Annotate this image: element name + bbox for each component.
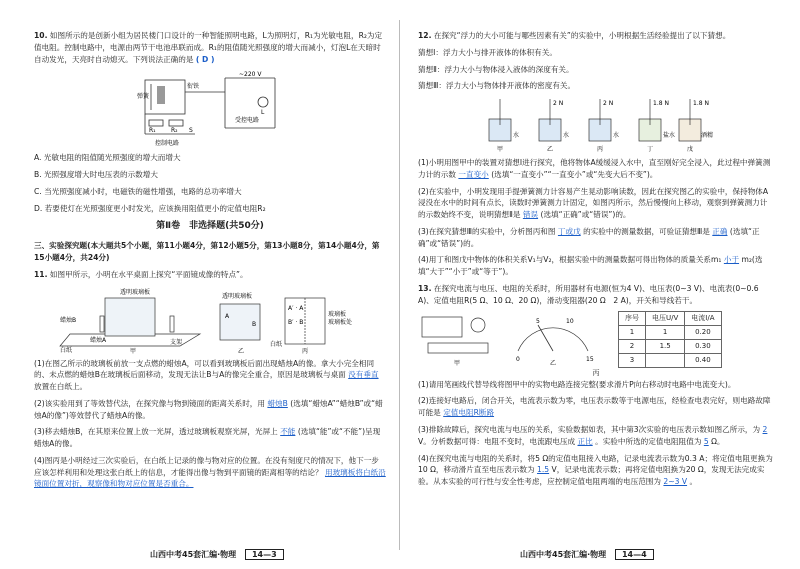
answer-blank: 一直变小 [458,169,489,179]
answer-blank: 2 [762,425,768,434]
table-caption: 丙 [592,368,600,377]
fig-label: S [189,127,193,135]
fig-label: 15 [586,356,594,364]
table-cell: 0.30 [685,340,721,354]
fig-label: 2 N [603,100,614,108]
item-text: (2)连接好电路后，闭合开关，电流表示数为零，电压表示数等于电源电压，经检查电表完好，则电路故障可能是 [418,396,771,418]
footer-title: 山西中考45套汇编·物理 [520,549,607,559]
right-page [400,0,800,569]
item-text: 的实验中的测量数据，可验证猜想Ⅲ是 [583,226,710,236]
q10-option-d: D. 若要使灯在光照强度更小时发光，应该换用阻值更小的定值电阻R₂ [34,203,266,213]
question-10 [34,30,386,65]
table-header: 电流I/A [685,312,721,326]
fig-label: 5 [536,318,540,326]
fig-label: 支架 [170,338,183,346]
fig-label: 蜡烛B [60,316,77,324]
item-text: (选填“一直变小”“一直变小”或“先变大后不变”)。 [491,169,658,179]
q12-item-1 [418,157,774,181]
item-text: (2)在实验中，小明发现用手提弹簧测力计容易产生晃动影响读数，因此在探究图乙的实验中，保持物体A浸没在水中的时间有点长，读数时弹簧测力计固定，如图丙所示，然后慢慢向上移动，观察到弹簧测力计的示数始终不变，说明猜想Ⅱ是 [418,186,769,220]
fig-label: 白纸 [60,346,73,354]
question-number: 11. [34,269,48,279]
page-footer [520,549,654,561]
table-header: 序号 [619,312,646,326]
table-header: 电压U/V [646,312,685,326]
answer-blank: 1.5 [537,465,550,475]
fig-label: 乙 [238,347,245,355]
item-text: V。分析数据可得：电阻不变时，电流跟电压成 [418,436,576,446]
answer-blank: 没有垂直 [348,370,379,380]
fig-label: 甲 [454,360,461,368]
fig-label: L [261,109,265,117]
q11-mirror-figure [60,286,360,354]
fig-label: 透明玻璃板 [222,292,253,300]
item-text: (2)该实验用到了等效替代法，在探究像与物到镜面的距离关系时，用 [34,398,265,408]
item-text: (选填“能”或“不能”)呈现蜡烛A的像。 [34,427,381,449]
q13-figure-row [418,311,774,367]
item-text: (选填“蜡烛A”“蜡烛B”或“蜡烛A的像”)等效替代了蜡烛A的像。 [34,398,383,420]
question-12 [418,30,774,42]
fig-label: 丙 [597,146,604,154]
fig-label: 1.8 N [693,100,709,108]
guess-1: 猜想Ⅰ：浮力大小与排开液体的体积有关。 [418,47,557,57]
answer-blank: 5 [703,436,709,446]
q12-item-3 [418,226,774,250]
item-text: 放置在白纸上。 [34,382,88,392]
fig-label: R₁ [149,127,156,135]
item-text: (3)排除故障后，探究电流与电压的关系，实验数据如表，其中第3次实验的电压表示数如图乙所示，为 [418,425,761,434]
fig-label: 受控电路 [235,117,260,125]
fig-label: 玻璃板 [328,310,347,318]
page-number: 14—3 [245,549,284,560]
table-row [619,354,722,368]
question-text: 在探究电流与电压、电阻的关系时，所用器材有电源(恒为4 V)、电压表(0~3 V)、电流表(0~0.6 A)、定值电阻R(5 Ω、10 Ω、20 Ω)，滑动变阻器(20 Ω 2 A)，开关和导线若干。 [418,283,759,305]
item-text: (4)用丁和图戊中物体的体积关系V₁与V₂，根据实验中的测量数据可得出物体的质量关系m₁ [418,255,722,265]
table-cell [646,354,685,368]
fig-label: 2 N [553,100,564,108]
q12-buoyancy-figure [481,97,714,154]
fig-label: 酒精 [701,132,714,140]
fig-label: 乙 [550,360,557,368]
item-text: (1)小明用图甲中的装置对猜想Ⅰ进行探究，他将物体A缓缓浸入水中，直至刚好完全浸入，此过程中弹簧测力计的示数 [418,158,771,179]
fig-label: 水 [563,132,570,140]
fig-label: 丁 [647,146,654,154]
answer-blank: 丁或戊 [557,226,581,236]
fig-label: 甲 [130,347,137,355]
q13-item-2 [418,395,774,419]
fig-label: B [252,320,257,328]
answer-blank: 用玻璃板将白纸沿镜面位置对折，观察像和物对应位置是否重合。 [34,467,386,489]
fig-label: 甲 [497,146,504,154]
fig-label: 衔铁 [187,83,200,91]
item-text: (3)在探究猜想Ⅲ的实验中，分析图丙和图 [418,226,556,236]
question-text: 在探究“浮力的大小可能与哪些因素有关”的实验中，小明根据生活经验提出了以下猜想。 [433,31,731,40]
q10-option-a: A. 光敏电阻的阻值随光照强度的增大而增大 [34,153,181,163]
guess-3: 猜想Ⅲ：浮力大小与物体排开液体的密度有关。 [418,81,576,91]
table-cell: 0.20 [685,326,721,340]
fig-label: 蜡烛A [90,336,107,344]
fig-label: A [225,312,230,320]
table-cell: 3 [619,354,646,368]
fig-label: B′ · B [288,318,304,326]
item-text: (1)在图乙所示的玻璃板前放一支点燃的蜡烛A，可以看到玻璃板后面出现蜡烛A的像。拿大小完全相同的、未点燃的蜡烛B在玻璃板后面移动，发现无法让B与A的像完全重合，原因是玻璃板与桌面 [34,358,375,380]
data-table [618,311,722,367]
fig-label: A′ · A [288,304,304,312]
table-row [619,326,722,340]
question-13 [418,283,774,307]
fig-label: 乙 [547,146,554,154]
answer-blank: 2~3 V [663,477,688,487]
fig-label: 1.8 N [653,100,669,108]
item-text: 。 [689,477,698,487]
item-text: Ω。 [711,436,725,446]
fig-label: 弹簧 [137,93,150,101]
q10-option-b: B. 光照强度增大时电压表的示数增大 [34,170,158,180]
q13-item-3 [418,424,774,448]
q12-item-2 [418,186,774,221]
page-footer [150,549,284,561]
fig-label: 水 [613,132,620,140]
answer-blank: 小于 [723,255,740,265]
q10-circuit-figure [135,70,285,148]
table-cell: 1.5 [646,340,685,354]
answer-blank: 定值电阻R断路 [443,408,495,418]
item-text: V，记录电流表示数；再将定值电阻换为20 Ω，发现无法完成实验。从本实验的可行性与安全性考虑，应控制定值电阻两端的电压范围为 [418,465,765,487]
fig-label: 玻璃板处 [328,318,353,326]
answer-blank: 正比 [577,436,593,446]
answer-blank: 错误 [522,210,539,220]
q13-item-4 [418,453,774,488]
page-number: 14—4 [615,549,654,560]
answer-blank: 蜡烛B [267,398,288,408]
q13-circuit-figure [418,311,608,367]
fig-label: 控制电路 [155,140,180,148]
q13-item-1: (1)请用笔画线代替导线将图甲中的实物电路连接完整(要求滑片P向右移动时电路中电流变大)。 [418,379,736,389]
answer-badge: ( D ) [195,54,215,64]
fig-label: 丙 [302,347,309,355]
section-subtitle: 三、实验探究题(本大题共5个小题，第11小题4分，第12小题5分，第13小题8分，第14小题4分，第15小题4分，共24分) [34,241,380,263]
table-cell: 2 [619,340,646,354]
question-11 [34,269,386,281]
q11-item-3 [34,426,386,450]
q10-option-c: C. 当光照强度减小时，电磁铁的磁性增强，电路的总功率增大 [34,186,242,196]
item-text: (4)在探究电流与电阻的关系时，将5 Ω的定值电阻接入电路，记录电流表示数为0.3 A；将定值电阻更换为10 Ω，移动滑片直至电压表示数为 [418,453,773,475]
question-number: 12. [418,31,432,40]
item-text: m₂(选填“大于”“小于”或“等于”)。 [418,255,763,277]
footer-title: 山西中考45套汇编·物理 [150,549,237,559]
item-text: (3)移去蜡烛B，在其原来位置上放一光屏，透过玻璃板观察光屏，光屏上 [34,427,278,437]
fig-label: 0 [516,356,520,364]
fig-label: 水 [513,132,520,140]
answer-blank: 不能 [280,427,296,437]
table-cell: 1 [646,326,685,340]
item-text: 。实验中所选的定值电阻阻值为 [595,436,702,446]
table-header-row [619,312,722,326]
question-text: 如图所示的是创新小组为居民楼门口设计的一种智能照明电路，L为照明灯，R₁为光敏电阻，R₂为定值电阻。控制电路中，电源由两节干电池串联而成。R₁的阻值随光照强度的增大而减小，灯泡L在天暗时自动发光，天亮时自动熄灭。下列说法正确的是 [34,31,383,64]
fig-label: 白纸 [270,340,283,348]
item-text: (选填“正确”或“错误”)的。 [418,226,760,248]
q12-item-4 [418,254,774,278]
fig-label: 透明玻璃板 [120,288,151,296]
answer-blank: 正确 [712,226,728,236]
q11-item-2 [34,398,386,422]
table-row [619,340,722,354]
question-number: 13. [418,283,432,293]
table-cell: 0.40 [685,354,721,368]
item-text: (4)图丙是小明经过三次实验后，在白纸上记录的像与物对应的位置。在没有刻度尺的情况下，他下一步应该怎样利用和处理这张白纸上的信息，才能得出像与物到平面镜的距离相等的结论？ [34,455,379,477]
fig-label: R₂ [171,127,178,135]
guess-2: 猜想Ⅱ：浮力大小与物体浸入液体的深度有关。 [418,64,574,74]
item-text: (选填“正确”或“错误”)的。 [540,210,631,220]
fig-label: ~220 V [239,71,262,79]
fig-label: 盐水 [663,132,676,140]
question-number: 10. [34,31,48,40]
fig-label: 10 [566,318,574,326]
question-text: 如图甲所示，小明在水平桌面上探究“平面镜成像的特点”。 [49,269,248,279]
q11-item-4 [34,455,386,490]
section-title: 第Ⅱ卷 非选择题(共50分) [156,221,264,232]
q11-item-1 [34,358,386,393]
fig-label: 戊 [687,146,694,154]
table-cell: 1 [619,326,646,340]
